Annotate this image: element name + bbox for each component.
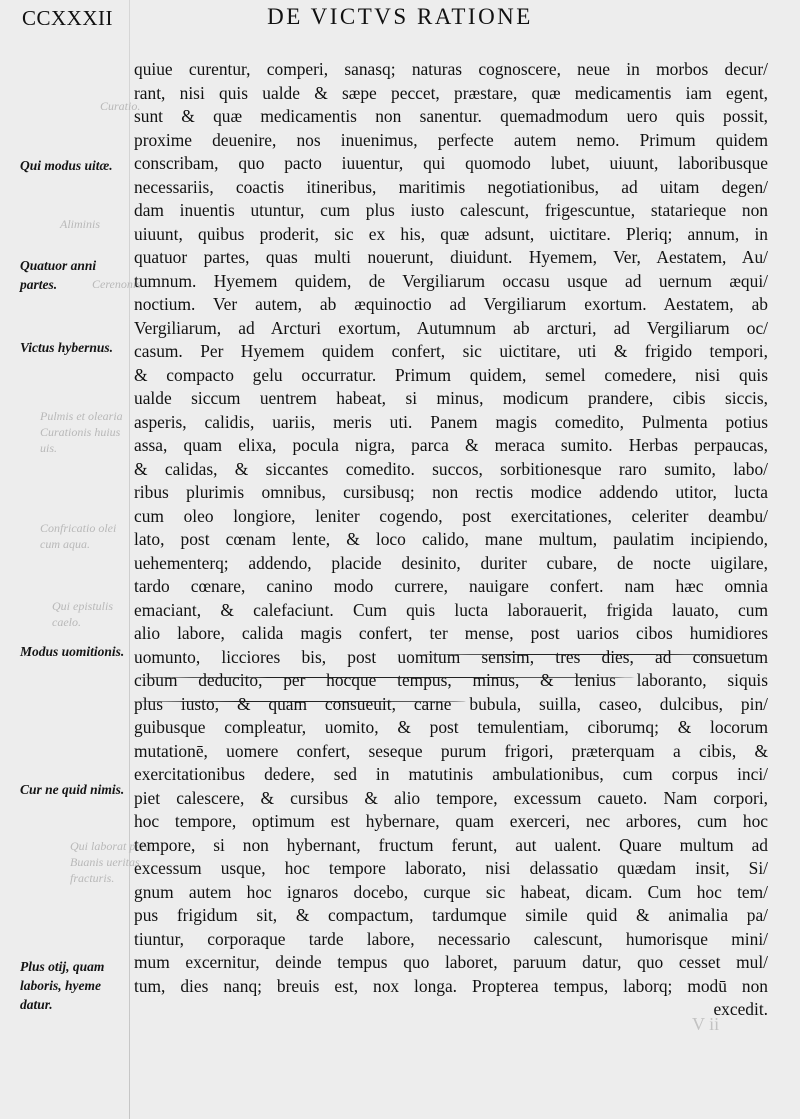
- marginal-note: Victus hybernus.: [20, 340, 114, 355]
- text-line: sunt & quæ medicamentis non sanentur. quemadmodum uero quis possit,: [134, 106, 768, 126]
- marginal-note: Cur ne quid nimis.: [20, 782, 125, 797]
- text-line: uomunto, licciores bis, post uomitum sensim, tres dies, ad consuetum: [134, 646, 768, 667]
- text-line: exercitationibus dedere, sed in matutinis ambulationibus, cum corpus inci/: [134, 764, 768, 784]
- text-line: pus frigidum sit, & compactum, tardumque simile quid & animalia pa/: [134, 905, 768, 925]
- text-line: excessum usque, hoc tempore laborato, nisi delassatio quædam insit, Si/: [134, 858, 768, 878]
- text-line: uehementerq; addendo, placide desinito, duriter cubare, de nocte uigilare,: [134, 552, 768, 573]
- text-line: dam inuentis utuntur, cum plus iusto calescunt, frigescuntue, statarieque non: [134, 200, 768, 220]
- text-line: proxime deuenire, nos inuenimus, perfecte autem nemo. Primum quidem: [134, 129, 768, 150]
- text-line: uiuunt, quibus proderit, sic ex his, quæ adsunt, uictitare. Pleriq; annum, in: [134, 223, 768, 244]
- bleed-through-note: Pulmis et olearia Curationis huius uis.: [40, 409, 123, 455]
- handwritten-underline: [420, 654, 760, 655]
- bleed-through-signature: V ii: [692, 1014, 720, 1034]
- text-line: tempore, si non hybernant, fructum ferunt, aut ualent. Quare multum ad: [134, 834, 768, 855]
- text-line: hoc tempore, optimum est hybernare, quam exerceri, nec arbores, cum hoc: [134, 811, 768, 831]
- text-line: & compacto gelu occurratur. Primum quidem, semel comedere, nisi quis: [134, 364, 768, 385]
- text-line: gnum autem hoc ignaros docebo, curque sic habeat, dicam. Cum hoc tem/: [134, 881, 768, 902]
- text-line: conscribam, quo pacto iuuentur, qui quomodo lubet, uiuunt, laboribusque: [134, 153, 768, 173]
- bleed-through-note: Confricatio olei cum aqua.: [40, 521, 117, 551]
- marginal-note: Quatuor anni partes.: [20, 258, 97, 292]
- text-line: guibusque compleatur, uomito, & post temulentiam, ciborumq; & locorum: [134, 717, 768, 737]
- text-line: tardo cœnare, canino modo currere, nauigare confert. nam hæc omnia: [134, 576, 768, 596]
- bleed-through-note: Qui epistulis caelo.: [52, 599, 114, 629]
- text-line: noctium. Ver autem, ab æquinoctio ad Vergiliarum exortum. Aestatem, ab: [134, 294, 768, 314]
- body-text-block: [134, 58, 768, 1022]
- bleed-through-note: Cerenonis: [92, 277, 141, 291]
- marginal-note: Qui modus uitæ.: [20, 158, 113, 173]
- bleed-through-note: Qui laborat pera. Buanis ueritas fracturis.: [70, 839, 155, 885]
- text-line: assa, quam elixa, pocula nigra, parca & meraca sumito. Herbas perpaucas,: [134, 435, 768, 455]
- page-gutter-line: [129, 0, 130, 1119]
- text-line: tiuntur, corporaque tarde labore, necessario calescunt, humorisque mini/: [134, 928, 768, 949]
- text-line: ualde siccum uentrem habeat, si minus, modicum prandere, cibis siccis,: [134, 388, 768, 408]
- text-line: alio labore, calida magis confert, ter mense, post uarios cibos humidiores: [134, 623, 768, 643]
- marginal-note: Plus otij, quam laboris, hyeme datur.: [20, 959, 105, 1012]
- text-line: cum oleo longiore, leniter cogendo, post exercitationes, celeriter deambu/: [134, 505, 768, 526]
- text-line-final: excedit.: [713, 999, 768, 1019]
- text-line: Vergiliarum, ad Arcturi exortum, Autumnum ab arcturi, ad Vergiliarum oc/: [134, 317, 768, 338]
- text-line: rant, nisi quis ualde & sæpe peccet, præstare, quæ medicamentis iam egent,: [134, 82, 768, 103]
- text-line: casum. Per Hyemem quidem confert, sic uictitare, uti & frigido tempori,: [134, 341, 768, 361]
- handwritten-underline: [136, 677, 636, 678]
- text-line: tum, dies nanq; breuis est, nox longa. Propterea tempus, laborq; modū non: [134, 975, 768, 996]
- bleed-through-note: Curatio.: [100, 99, 141, 113]
- folio-number: CCXXXII: [22, 6, 113, 30]
- handwritten-underline: [136, 701, 466, 702]
- text-line: lato, post cœnam lente, & loco calido, mane multum, paulatim incipiendo,: [134, 529, 768, 549]
- text-line: emaciant, & calefaciunt. Cum quis lucta laborauerit, frigida lauato, cum: [134, 599, 768, 620]
- text-line: mutationē, uomere confert, seseque purum frigori, præterquam a cibis, &: [134, 740, 768, 761]
- text-line: & calidas, & siccantes comedito. succos, sorbitionesque raro sumito, labo/: [134, 458, 768, 479]
- marginal-note: Modus uomitionis.: [20, 644, 125, 659]
- text-line: asperis, calidis, uariis, meris uti. Panem magis comedito, Pulmenta potius: [134, 411, 768, 432]
- text-line: mum excernitur, deinde tempus quo laboret, paruum datur, quo cesset mul/: [134, 952, 768, 972]
- text-line: tumnum. Hyemem quidem, de Vergiliarum occasu usque ad uernum æqui/: [134, 270, 768, 291]
- text-line: necessariis, coactis itineribus, maritimis negotiationibus, ad uitam degen/: [134, 176, 768, 197]
- text-line: quatuor partes, quas multi nouerunt, diuidunt. Hyemem, Ver, Aestatem, Au/: [134, 247, 768, 267]
- text-line: quiue curentur, comperi, sanasq; naturas cognoscere, neue in morbos decur/: [134, 59, 768, 79]
- running-head: DE VICTVS RATIONE: [267, 4, 533, 29]
- text-line: cibum deducito, per hocque tempus, minus, & lenius laboranto, siquis: [134, 670, 768, 690]
- text-line: plus iusto, & quam consueuit, carne bubula, suilla, caseo, dulcibus, pin/: [134, 693, 768, 714]
- bleed-through-note: Aliminis: [60, 217, 101, 231]
- text-line: ribus plurimis omnibus, cursibusq; non rectis modice addendo utitor, lucta: [134, 482, 768, 502]
- text-line: piet calescere, & cursibus & alio tempore, excessum caueto. Nam corpori,: [134, 787, 768, 808]
